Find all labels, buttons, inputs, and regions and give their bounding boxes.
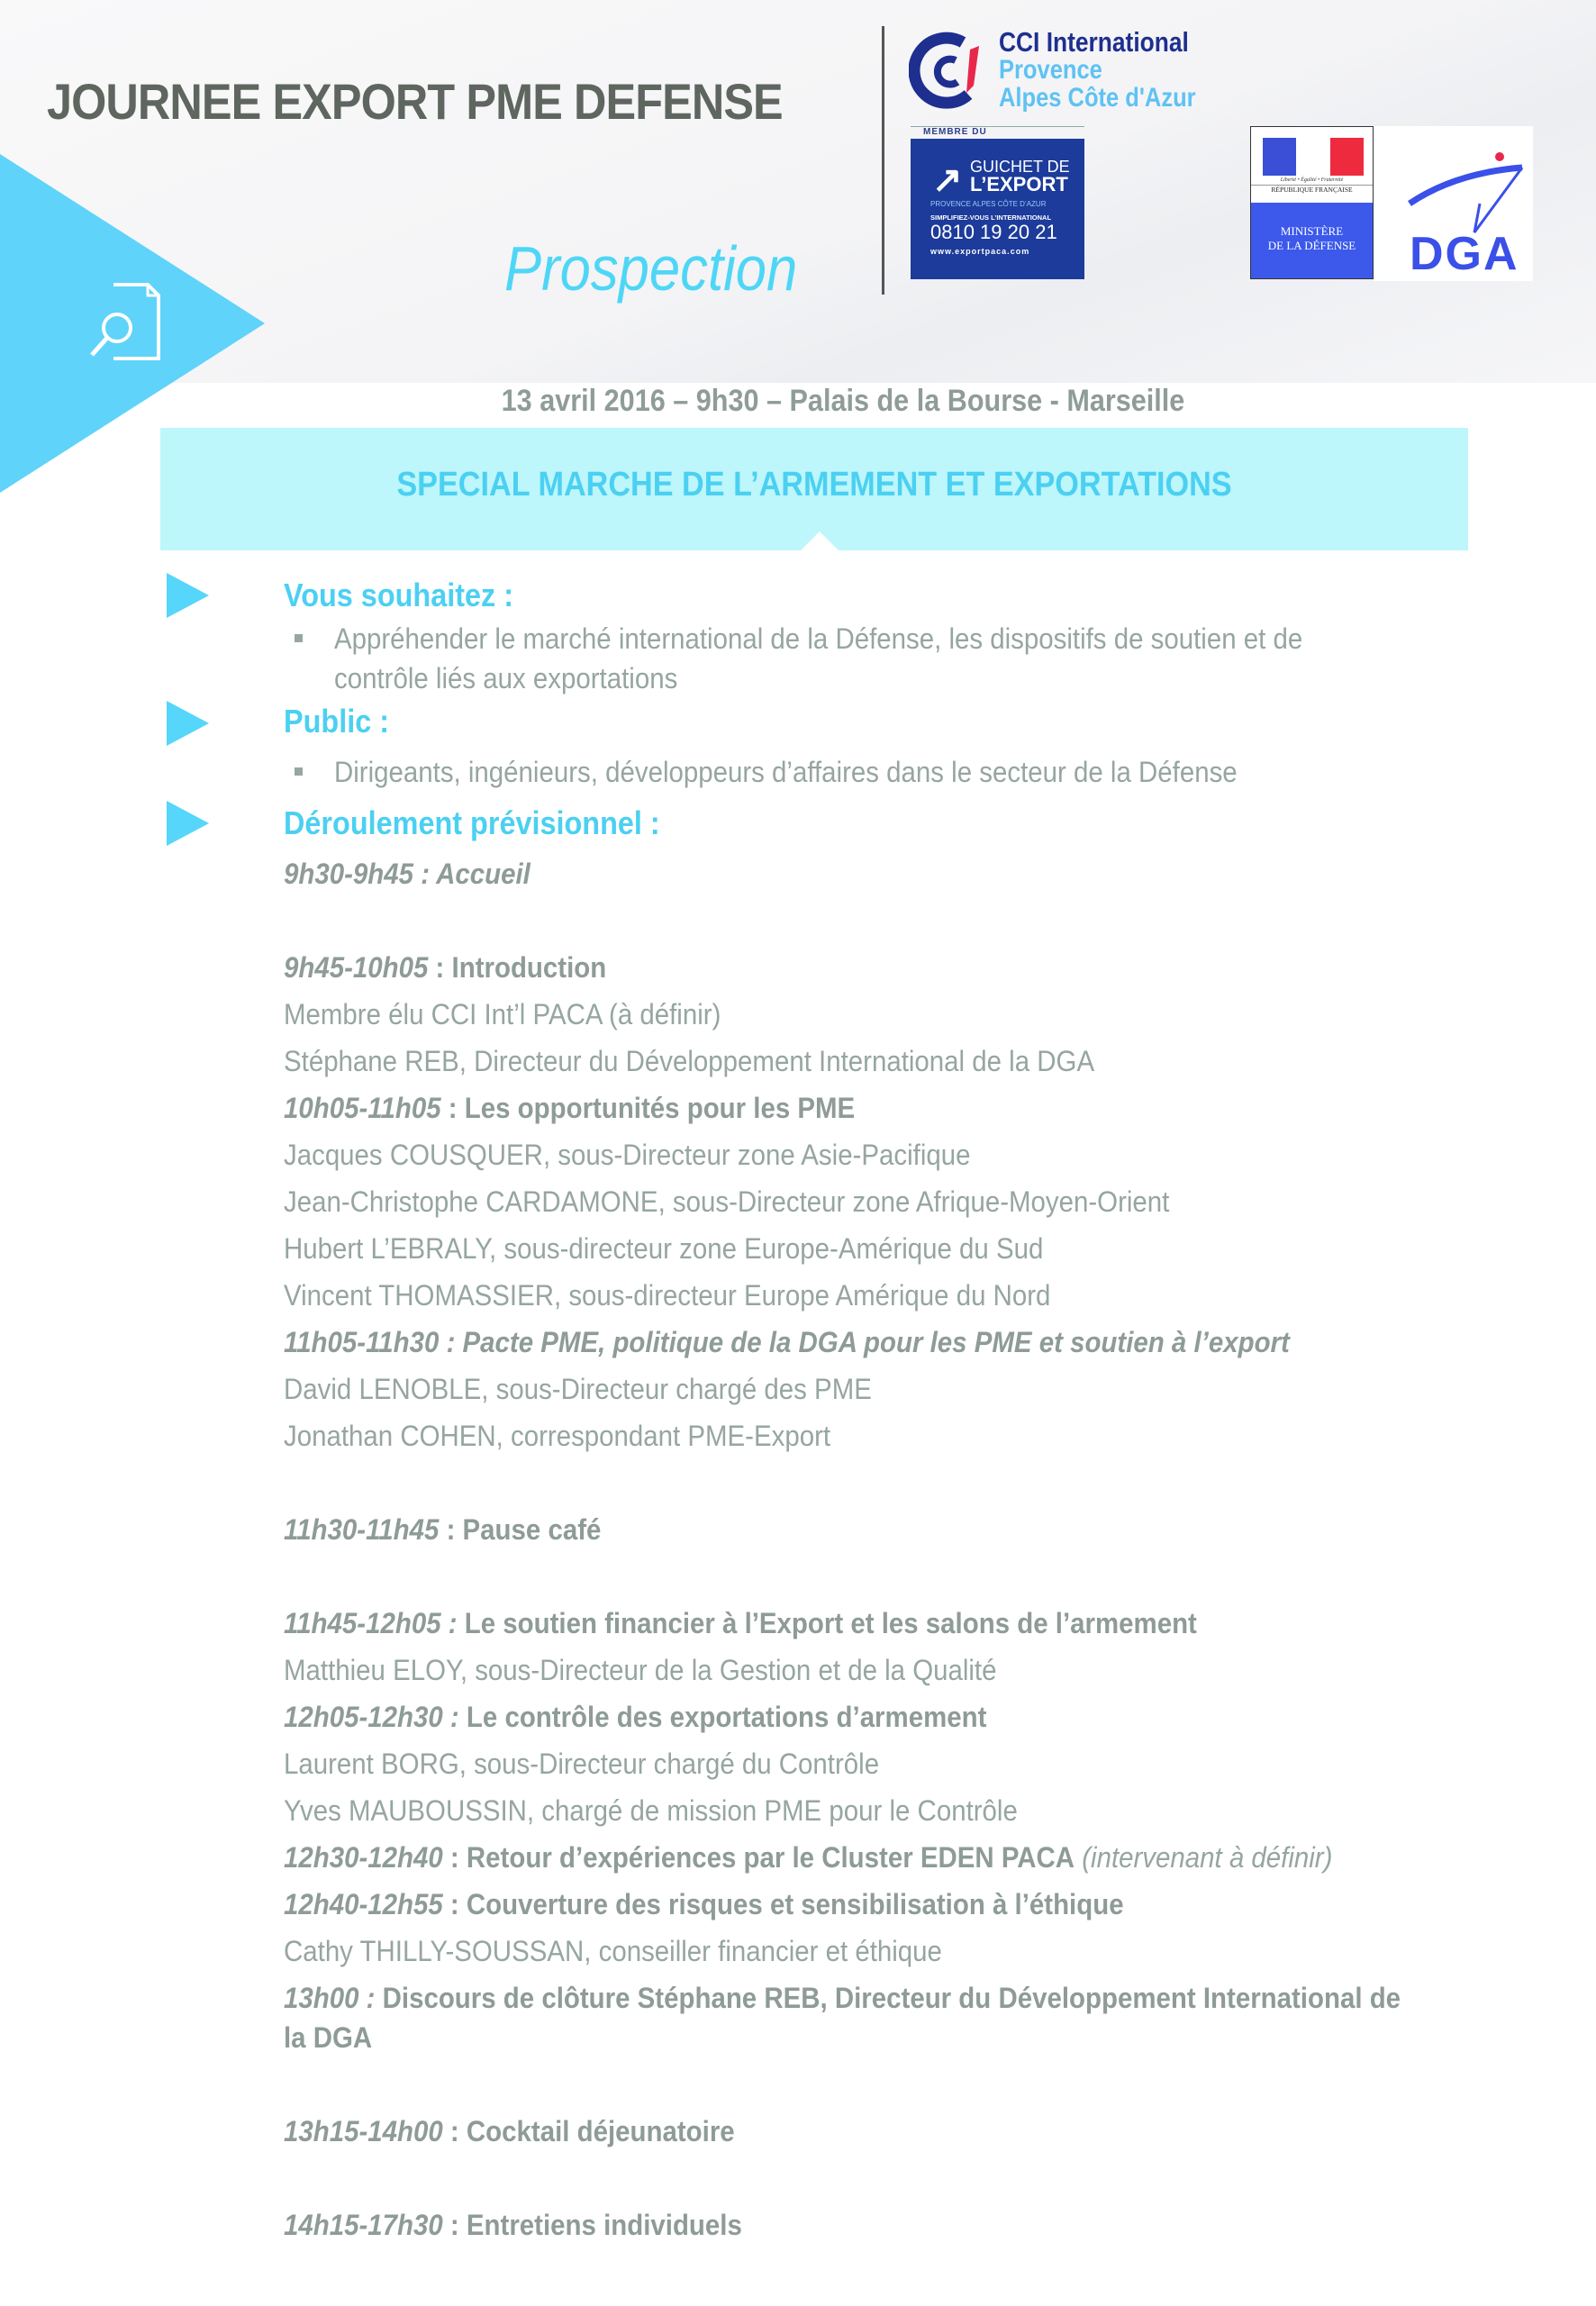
heading-deroulement: Déroulement prévisionnel : (284, 804, 660, 841)
agenda-speaker: David LENOBLE, sous-Directeur chargé des PME (284, 1373, 872, 1405)
heading-public: Public : (284, 703, 390, 740)
agenda-title: Le contrôle des exportations d’armement (458, 1701, 987, 1733)
guichet-tagline: SIMPLIFIEZ-VOUS L’INTERNATIONAL (930, 213, 1052, 222)
agenda-speaker: Jacques COUSQUER, sous-Directeur zone Asie-Pacifique (284, 1139, 971, 1171)
agenda-speaker: Membre élu CCI Int’l PACA (à définir) (284, 998, 721, 1030)
agenda-title: : Introduction (428, 951, 607, 984)
agenda-speaker: Stéphane REB, Directeur du Développement International de la DGA (284, 1045, 1095, 1077)
dga-text: DGA (1410, 228, 1519, 280)
agenda-title: Pacte PME, politique de la DGA pour les PME et soutien à l’export (455, 1326, 1290, 1358)
agenda-item (284, 1085, 1428, 1131)
guichet-url: www.exportpaca.com (930, 247, 1030, 256)
agenda-title: : Entretiens individuels (442, 2209, 742, 2241)
agenda-spacer (284, 2155, 1428, 2202)
agenda-speaker: Vincent THOMASSIER, sous-directeur Europe Amérique du Nord (284, 1279, 1051, 1312)
agenda-time: 12h30-12h40 (284, 1841, 443, 1874)
section-arrow-icon (167, 573, 209, 618)
agenda-time: 11h30-11h45 (284, 1513, 440, 1546)
membre-du-label: MEMBRE DU (911, 126, 1084, 138)
agenda-title: : Cocktail déjeunatoire (442, 2115, 735, 2147)
ministere-line2: DE LA DÉFENSE (1267, 239, 1356, 252)
agenda-time: 13h15-14h00 (284, 2115, 443, 2147)
agenda-speaker: Yves MAUBOUSSIN, chargé de mission PME pour le Contrôle (284, 1794, 1018, 1827)
ministere-line1: MINISTÈRE (1280, 224, 1344, 238)
agenda-spacer (284, 897, 1428, 944)
agenda-time: 14h15-17h30 (284, 2209, 443, 2241)
page-subtitle: Prospection (504, 233, 798, 304)
agenda-title: Accueil (429, 858, 530, 890)
cci-logo-line3: Alpes Côte d'Azur (999, 83, 1196, 113)
cci-logo-line1: CCI International (999, 26, 1189, 58)
event-date-line: 13 avril 2016 – 9h30 – Palais de la Bourse - Marseille (501, 384, 1185, 418)
agenda-speaker: Laurent BORG, sous-Directeur chargé du Contrôle (284, 1748, 880, 1780)
banner-notch (800, 531, 839, 551)
dga-logo (1374, 126, 1533, 281)
agenda-title: : Retour d’expériences par le Cluster EDEN PACA (442, 1841, 1075, 1874)
bullet-icon (295, 767, 303, 776)
agenda-item (284, 1881, 1428, 1928)
agenda-item (284, 1319, 1428, 1366)
agenda-title: : Les opportunités pour les PME (440, 1092, 856, 1124)
agenda-title: Discours de clôture Stéphane REB, Directeur du Développement International de la DGA (284, 1982, 1401, 2054)
section-arrow-icon (167, 801, 209, 846)
agenda-item (284, 2202, 1428, 2248)
agenda-spacer (284, 1459, 1428, 1506)
agenda-speaker: Cathy THILLY-SOUSSAN, conseiller financier et éthique (284, 1935, 942, 1967)
agenda-item (284, 1506, 1428, 1553)
agenda-time: 9h45-10h05 (284, 951, 429, 984)
guichet-region: PROVENCE ALPES CÔTE D’AZUR (930, 200, 1047, 208)
agenda-time: 11h45-12h05 : (284, 1607, 458, 1639)
agenda-list (284, 850, 1428, 2248)
republic-motto: Liberté • Égalité • Fraternité (1280, 177, 1344, 183)
agenda-time: 10h05-11h05 (284, 1092, 441, 1124)
agenda-time: 11h05-11h30 : (284, 1326, 456, 1358)
cci-logo-line2: Provence (999, 55, 1102, 85)
cci-emblem-icon (909, 30, 988, 109)
ministere-box (1251, 203, 1373, 278)
page-title: JOURNEE EXPORT PME DEFENSE (47, 73, 783, 130)
agenda-time: 9h30-9h45 : (284, 858, 430, 890)
guichet-phone: 0810 19 20 21 (930, 221, 1057, 243)
agenda-spacer (284, 1553, 1428, 1600)
agenda-title: Le soutien financier à l’Export et les salons de l’armement (457, 1607, 1197, 1639)
agenda-spacer (284, 2061, 1428, 2108)
agenda-speaker: Jonathan COHEN, correspondant PME-Export (284, 1420, 831, 1452)
agenda-title: : Couverture des risques et sensibilisation à l’éthique (442, 1888, 1124, 1920)
banner-title: SPECIAL MARCHE DE L’ARMEMENT ET EXPORTATIONS (396, 466, 1232, 504)
ministere-defense-logo (1250, 126, 1374, 279)
heading-vous-souhaitez: Vous souhaitez : (284, 576, 514, 613)
agenda-item (284, 1975, 1428, 2061)
agenda-note: (intervenant à définir) (1075, 1841, 1333, 1874)
bullet-text: Dirigeants, ingénieurs, développeurs d’affaires dans le secteur de la Défense (334, 756, 1238, 788)
section-arrow-icon (167, 701, 209, 746)
agenda-speaker: Jean-Christophe CARDAMONE, sous-Directeur zone Afrique-Moyen-Orient (284, 1185, 1170, 1218)
arrow-up-right-icon: ↗ (932, 160, 963, 200)
cci-international-logo (909, 26, 1251, 116)
guichet-export-logo (911, 126, 1084, 279)
agenda-time: 12h40-12h55 (284, 1888, 443, 1920)
agenda-speaker: Hubert L’EBRALY, sous-directeur zone Europe-Amérique du Sud (284, 1232, 1044, 1265)
bullet-icon (295, 634, 303, 642)
agenda-item (284, 1834, 1428, 1881)
dga-emblem-icon (1374, 126, 1533, 234)
document-search-icon (79, 277, 169, 364)
agenda-title: : Pause café (439, 1513, 602, 1546)
french-flag-icon (1263, 138, 1364, 176)
agenda-item (284, 1600, 1428, 1647)
agenda-time: 12h05-12h30 : (284, 1701, 459, 1733)
agenda-item (284, 944, 1428, 991)
agenda-item (284, 850, 1428, 897)
agenda-time: 13h00 : (284, 1982, 376, 2014)
header-divider (882, 26, 884, 295)
agenda-item (284, 1693, 1428, 1740)
bullet-text: Appréhender le marché international de la Défense, les dispositifs de soutien et de contrôle liés aux exportations (334, 622, 1303, 695)
agenda-speaker: Matthieu ELOY, sous-Directeur de la Gestion et de la Qualité (284, 1654, 997, 1686)
republic-name: RÉPUBLIQUE FRANÇAISE (1251, 185, 1373, 194)
guichet-line2: L’EXPORT (970, 173, 1068, 195)
guichet-line1: GUICHET DE (970, 158, 1070, 176)
agenda-item (284, 2108, 1428, 2155)
